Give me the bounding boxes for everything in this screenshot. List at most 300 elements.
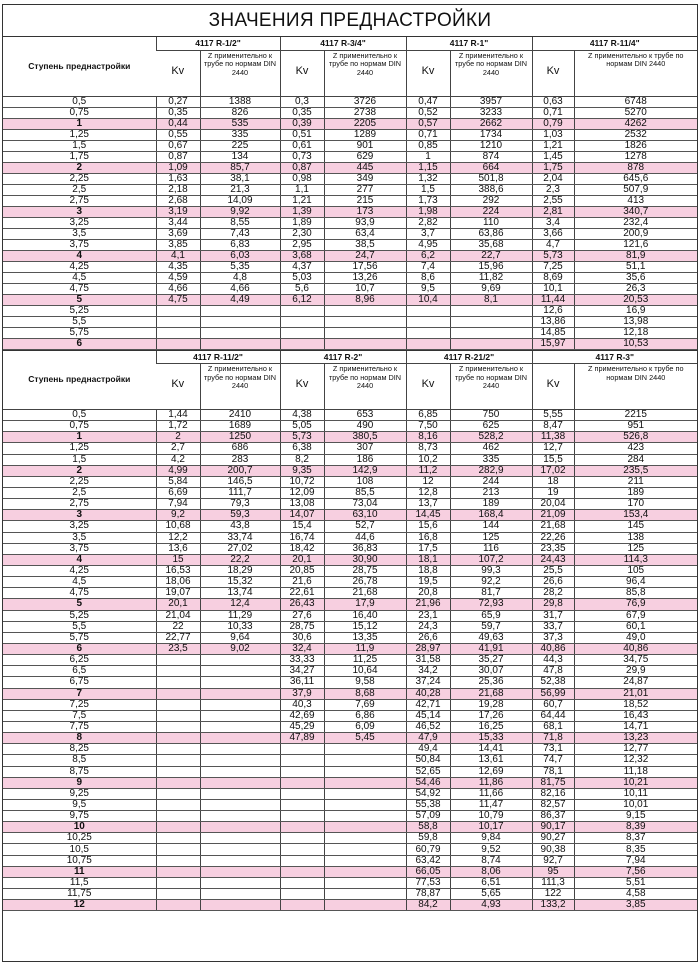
z-cell: 93,9 [324,217,406,228]
kv-cell: 15 [156,554,200,565]
z-cell: 26,78 [324,577,406,588]
kv-cell: 2,81 [532,206,574,217]
z-cell: 16,40 [324,610,406,621]
table-row [3,173,697,184]
stage-cell: 1,75 [3,151,156,162]
table-row [3,510,697,521]
kv-cell: 40,3 [280,699,324,710]
z-cell: 7,43 [200,228,280,239]
kv-cell: 73,1 [532,744,574,755]
kv-cell: 1,73 [406,195,450,206]
z-cell [200,799,280,810]
stage-cell: 6,5 [3,666,156,677]
z-cell [324,744,406,755]
z-cell: 629 [324,151,406,162]
table-row [3,432,697,443]
kv-cell: 3,19 [156,206,200,217]
kv-cell: 8,2 [280,454,324,465]
z-cell [324,855,406,866]
z-cell: 79,3 [200,499,280,510]
z-cell: 284 [574,454,697,465]
kv-cell: 2,04 [532,173,574,184]
kv-cell: 42,69 [280,710,324,721]
kv-cell: 4,38 [280,410,324,421]
table-row [3,454,697,465]
table-row [3,239,697,250]
z-cell: 1289 [324,129,406,140]
stage-cell: 7,75 [3,721,156,732]
z-header: Z применительно к трубе по нормам DIN 2440 [324,50,406,96]
kv-cell: 86,37 [532,811,574,822]
kv-cell: 40,86 [532,643,574,654]
kv-cell [406,305,450,316]
z-cell: 7,56 [574,866,697,877]
model-header: 4117 R-11/2" [156,351,280,364]
kv-cell: 1,5 [406,184,450,195]
table-row [3,316,697,327]
kv-cell: 1,45 [532,151,574,162]
kv-cell: 0,52 [406,107,450,118]
kv-cell [156,799,200,810]
kv-cell: 3,66 [532,228,574,239]
stage-cell: 2 [3,465,156,476]
page-title: ЗНАЧЕНИЯ ПРЕДНАСТРОЙКИ [3,5,697,37]
kv-cell: 1,1 [280,184,324,195]
z-cell: 73,04 [324,499,406,510]
z-cell: 7,69 [324,699,406,710]
stage-cell: 4,5 [3,272,156,283]
z-cell: 951 [574,421,697,432]
stage-cell: 1 [3,432,156,443]
z-cell: 528,2 [450,432,532,443]
z-cell: 13,26 [324,272,406,283]
kv-cell [280,755,324,766]
z-cell: 1278 [574,151,697,162]
z-cell: 4262 [574,118,697,129]
table-row [3,162,697,173]
kv-cell: 20,8 [406,588,450,599]
kv-cell: 33,7 [532,621,574,632]
kv-cell: 81,75 [532,777,574,788]
model-header: 4117 R-1" [406,37,532,50]
kv-cell: 57,09 [406,811,450,822]
kv-cell: 59,8 [406,833,450,844]
table-row [3,632,697,643]
z-cell: 8,1 [450,294,532,305]
z-cell: 12,4 [200,599,280,610]
kv-cell: 5,73 [532,250,574,261]
kv-cell [280,811,324,822]
kv-cell: 4,2 [156,454,200,465]
z-cell: 142,9 [324,465,406,476]
stage-cell: 1 [3,118,156,129]
kv-cell: 22,77 [156,632,200,643]
kv-cell: 8,6 [406,272,450,283]
kv-cell: 1,63 [156,173,200,184]
kv-cell: 78,87 [406,889,450,900]
kv-cell: 1,75 [532,162,574,173]
z-cell: 21,3 [200,184,280,195]
z-cell: 388,6 [450,184,532,195]
kv-cell: 52,65 [406,766,450,777]
stage-cell: 8 [3,733,156,744]
z-cell: 36,83 [324,543,406,554]
kv-cell [280,766,324,777]
table-row [3,655,697,666]
kv-cell: 34,27 [280,666,324,677]
stage-cell: 5 [3,599,156,610]
table-row [3,844,697,855]
stage-cell: 9 [3,777,156,788]
kv-cell: 37,24 [406,677,450,688]
stage-cell: 9,75 [3,811,156,822]
kv-cell: 8,73 [406,443,450,454]
kv-cell: 95 [532,866,574,877]
kv-cell: 4,1 [156,250,200,261]
kv-cell: 20,1 [280,554,324,565]
z-cell: 40,86 [574,643,697,654]
z-cell: 35,68 [450,239,532,250]
z-header: Z применительно к трубе по нормам DIN 2440 [324,364,406,410]
z-cell: 535 [200,118,280,129]
kv-cell: 3,68 [280,250,324,261]
table-row [3,195,697,206]
z-cell [200,777,280,788]
z-cell [200,316,280,327]
kv-header: Kv [280,50,324,96]
kv-cell: 6,69 [156,487,200,498]
z-cell: 9,52 [450,844,532,855]
kv-header: Kv [532,364,574,410]
kv-cell [156,327,200,338]
kv-cell [280,788,324,799]
z-cell [324,316,406,327]
z-cell [200,733,280,744]
kv-cell: 4,95 [406,239,450,250]
stage-cell: 2 [3,162,156,173]
kv-cell: 19,5 [406,577,450,588]
stage-header: Ступень преднастройки [3,37,156,96]
kv-cell: 40,28 [406,688,450,699]
kv-cell [156,900,200,911]
kv-cell: 54,46 [406,777,450,788]
kv-cell: 0,87 [156,151,200,162]
kv-cell: 18,1 [406,554,450,565]
z-header: Z применительно к трубе по нормам DIN 2440 [574,50,697,96]
z-cell: 38,1 [200,173,280,184]
z-cell [200,305,280,316]
z-cell: 11,18 [574,766,697,777]
table-row [3,217,697,228]
z-cell: 1210 [450,140,532,151]
kv-cell: 21,96 [406,599,450,610]
kv-cell: 78,1 [532,766,574,777]
kv-cell: 1,44 [156,410,200,421]
z-cell: 9,92 [200,206,280,217]
kv-cell [156,822,200,833]
z-cell [200,766,280,777]
stage-cell: 4,5 [3,577,156,588]
kv-cell [280,305,324,316]
kv-cell: 82,57 [532,799,574,810]
z-cell: 44,6 [324,532,406,543]
kv-cell: 0,55 [156,129,200,140]
kv-cell: 17,5 [406,543,450,554]
table-row [3,643,697,654]
kv-cell: 1,89 [280,217,324,228]
z-cell: 5,51 [574,877,697,888]
kv-cell: 15,97 [532,338,574,349]
z-cell: 12,32 [574,755,697,766]
kv-cell: 10,68 [156,521,200,532]
table-row [3,677,697,688]
z-cell [324,844,406,855]
table-row [3,855,697,866]
kv-cell: 7,4 [406,261,450,272]
kv-header: Kv [406,364,450,410]
kv-cell [406,338,450,349]
stage-cell: 11 [3,866,156,877]
z-cell: 1689 [200,421,280,432]
table-row [3,140,697,151]
kv-cell: 3,7 [406,228,450,239]
z-cell: 59,3 [200,510,280,521]
kv-cell: 13,08 [280,499,324,510]
z-cell: 146,5 [200,476,280,487]
kv-cell: 28,75 [280,621,324,632]
kv-cell: 42,71 [406,699,450,710]
z-cell: 826 [200,107,280,118]
kv-cell: 92,7 [532,855,574,866]
z-cell: 5,35 [200,261,280,272]
kv-cell: 23,35 [532,543,574,554]
kv-cell [156,710,200,721]
kv-cell: 1,21 [532,140,574,151]
z-cell: 65,9 [450,610,532,621]
stage-cell: 5,5 [3,316,156,327]
z-cell [200,677,280,688]
z-cell: 211 [574,476,697,487]
table-row [3,228,697,239]
kv-cell: 0,3 [280,96,324,107]
kv-cell: 2,68 [156,195,200,206]
kv-cell [280,844,324,855]
kv-cell: 0,47 [406,96,450,107]
z-cell: 8,96 [324,294,406,305]
z-cell: 85,5 [324,487,406,498]
z-cell: 3957 [450,96,532,107]
kv-cell: 18 [532,476,574,487]
z-cell: 11,82 [450,272,532,283]
table-row [3,822,697,833]
z-header: Z применительно к трубе по нормам DIN 2440 [200,364,280,410]
z-cell [324,833,406,844]
z-cell: 12,77 [574,744,697,755]
z-cell: 2738 [324,107,406,118]
kv-cell: 9,2 [156,510,200,521]
z-cell: 8,35 [574,844,697,855]
table-row [3,338,697,349]
z-cell: 445 [324,162,406,173]
stage-cell: 5,75 [3,632,156,643]
kv-cell: 11,44 [532,294,574,305]
kv-cell: 21,6 [280,577,324,588]
kv-cell: 21,04 [156,610,200,621]
z-cell: 8,55 [200,217,280,228]
z-cell: 114,3 [574,554,697,565]
z-cell: 33,74 [200,532,280,543]
z-cell [450,316,532,327]
kv-cell: 47,89 [280,733,324,744]
stage-cell: 3,25 [3,217,156,228]
kv-cell: 4,99 [156,465,200,476]
z-cell: 92,2 [450,577,532,588]
kv-cell: 3,4 [532,217,574,228]
z-cell: 292 [450,195,532,206]
kv-cell: 31,58 [406,655,450,666]
z-cell: 283 [200,454,280,465]
kv-cell: 2,55 [532,195,574,206]
stage-cell: 5,25 [3,610,156,621]
z-cell: 526,8 [574,432,697,443]
z-cell: 8,06 [450,866,532,877]
z-cell [200,844,280,855]
stage-cell: 3,5 [3,532,156,543]
stage-cell: 8,75 [3,766,156,777]
kv-header: Kv [280,364,324,410]
stage-cell: 2,5 [3,184,156,195]
kv-cell: 0,35 [156,107,200,118]
kv-cell: 0,85 [406,140,450,151]
stage-cell: 2,5 [3,487,156,498]
z-cell [200,699,280,710]
table-row [3,621,697,632]
z-cell [200,822,280,833]
kv-cell: 14,07 [280,510,324,521]
kv-cell: 9,5 [406,283,450,294]
stage-cell: 1,25 [3,129,156,140]
z-cell: 16,9 [574,305,697,316]
kv-cell [156,666,200,677]
z-cell: 108 [324,476,406,487]
kv-cell: 4,66 [156,283,200,294]
kv-cell: 4,75 [156,294,200,305]
kv-cell: 1,72 [156,421,200,432]
kv-cell [156,855,200,866]
kv-cell [156,889,200,900]
z-cell: 17,9 [324,599,406,610]
kv-cell: 3,85 [156,239,200,250]
kv-header: Kv [532,50,574,96]
z-cell: 67,9 [574,610,697,621]
table-presettings-small [3,37,697,350]
z-cell: 49,63 [450,632,532,643]
z-cell: 20,53 [574,294,697,305]
table-row [3,889,697,900]
z-cell: 63,86 [450,228,532,239]
z-cell: 878 [574,162,697,173]
z-cell: 81,9 [574,250,697,261]
table-row [3,900,697,911]
kv-cell: 14,45 [406,510,450,521]
z-cell: 215 [324,195,406,206]
kv-cell: 24,3 [406,621,450,632]
z-cell: 15,96 [450,261,532,272]
kv-cell: 0,73 [280,151,324,162]
kv-cell: 23,5 [156,643,200,654]
z-cell: 653 [324,410,406,421]
z-cell [200,755,280,766]
kv-cell: 44,3 [532,655,574,666]
z-cell [324,822,406,833]
z-cell: 224 [450,206,532,217]
kv-cell [280,338,324,349]
kv-cell: 12 [406,476,450,487]
z-cell: 17,56 [324,261,406,272]
kv-cell [156,877,200,888]
kv-cell [156,766,200,777]
table-row [3,421,697,432]
z-cell: 144 [450,521,532,532]
z-cell: 9,02 [200,643,280,654]
kv-cell: 71,8 [532,733,574,744]
stage-cell: 12 [3,900,156,911]
z-cell: 60,1 [574,621,697,632]
table-row [3,184,697,195]
stage-cell: 7,25 [3,699,156,710]
stage-cell: 6,75 [3,677,156,688]
z-cell: 16,25 [450,721,532,732]
kv-cell: 2,95 [280,239,324,250]
z-cell: 13,35 [324,632,406,643]
z-cell: 10,21 [574,777,697,788]
kv-cell: 16,53 [156,565,200,576]
kv-cell: 20,04 [532,499,574,510]
kv-cell: 12,09 [280,487,324,498]
z-cell [200,855,280,866]
z-cell: 1734 [450,129,532,140]
kv-cell: 47,9 [406,733,450,744]
z-cell: 34,75 [574,655,697,666]
table-row [3,410,697,421]
z-cell: 107,2 [450,554,532,565]
table-row [3,599,697,610]
z-cell: 8,39 [574,822,697,833]
z-cell: 29,9 [574,666,697,677]
z-cell: 5,45 [324,733,406,744]
kv-cell: 16,8 [406,532,450,543]
z-cell: 10,53 [574,338,697,349]
kv-cell: 8,69 [532,272,574,283]
kv-cell: 13,86 [532,316,574,327]
z-cell: 8,74 [450,855,532,866]
z-cell: 17,26 [450,710,532,721]
z-cell: 6,09 [324,721,406,732]
kv-cell: 6,85 [406,410,450,421]
kv-cell [156,677,200,688]
z-cell: 145 [574,521,697,532]
kv-cell: 22,61 [280,588,324,599]
stage-cell: 9,25 [3,788,156,799]
table-row [3,96,697,107]
kv-cell: 1,32 [406,173,450,184]
table-row [3,799,697,810]
z-cell: 5270 [574,107,697,118]
z-cell: 24,7 [324,250,406,261]
kv-cell: 0,63 [532,96,574,107]
kv-cell [280,866,324,877]
kv-header: Kv [156,50,200,96]
